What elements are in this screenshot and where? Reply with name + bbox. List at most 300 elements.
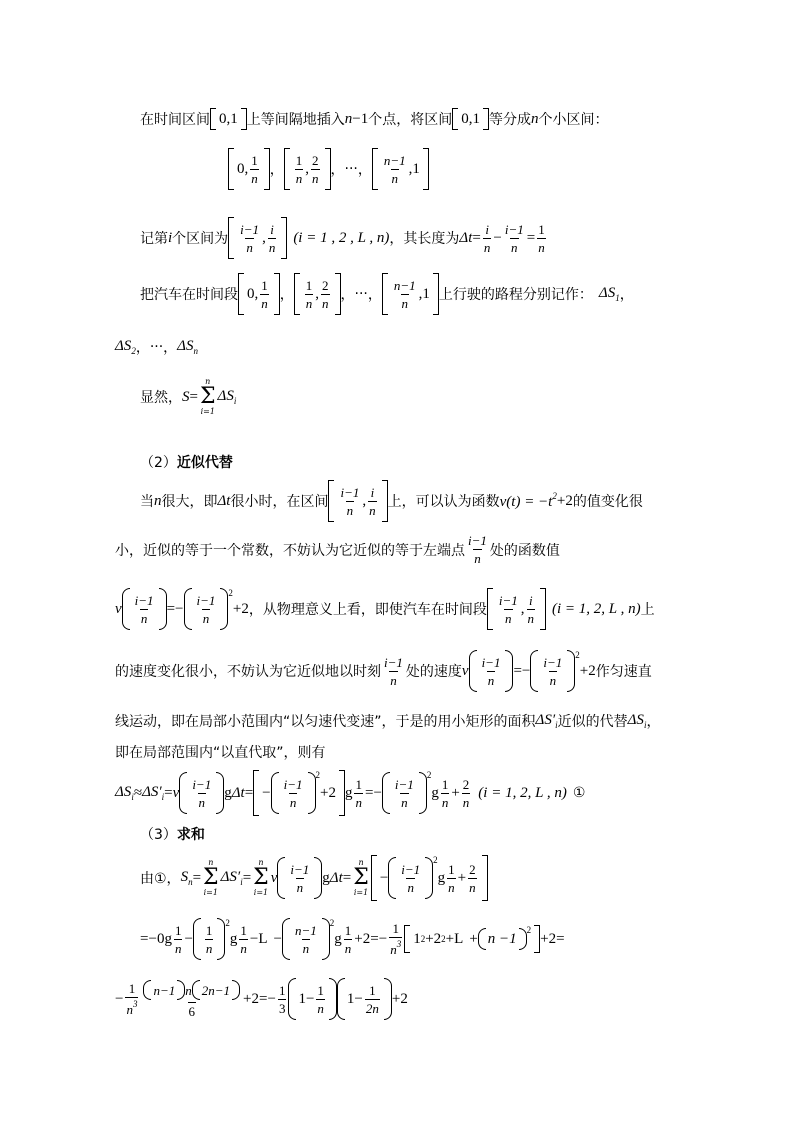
dS2 [115,338,136,356]
fraction [447,863,456,894]
text: 等分成 [488,112,531,128]
denominator: n [527,610,534,626]
equation-1 [115,770,585,816]
op: + [425,930,434,947]
comma: , [315,285,319,302]
final-line [115,978,408,1020]
numerator: 2 [462,776,470,792]
denominator: n [317,1000,324,1016]
fraction [294,924,318,955]
line-7 [140,480,643,522]
denominator: n [505,610,512,626]
expr: n −1 [487,930,517,947]
op: = [140,930,149,947]
fraction [268,223,277,254]
text: 即在局部范围内“以直代取”，则有 [115,745,326,761]
function [500,491,557,511]
sub: i [233,396,237,406]
g: g [334,930,342,947]
section-title: 近似代替 [176,455,233,471]
n: n [185,982,192,998]
op: + [556,492,566,509]
numerator: 1 [355,776,362,792]
op: + [579,662,589,679]
delta-t: Δt [459,229,473,246]
numerator: 1 [344,922,352,938]
op: + [457,869,467,886]
denominator: n [441,794,449,810]
op: − [175,600,184,617]
dS: ΔS [115,784,132,800]
paren [271,772,316,814]
numerator: i−1 [192,776,212,792]
dS: ΔS [115,338,132,354]
bracket [371,855,488,901]
fraction [125,982,138,1016]
sep: ， [330,162,345,178]
text: ，从物理意义上看，即使汽车在时间段 [248,602,487,618]
vt: v(t) = −t [499,494,553,510]
line-6 [140,378,236,416]
fraction [483,223,492,254]
num: 0 [156,930,165,947]
numerator: 1 [174,922,182,938]
paren [193,918,226,960]
interval [328,480,387,522]
dSpi [142,784,164,802]
fraction [191,778,212,809]
comma: , [362,492,367,509]
dS1 [599,285,620,303]
fraction [260,279,269,310]
numerator: 1 [128,981,136,996]
num: 1 [298,990,306,1007]
dSi [628,712,647,730]
fraction [504,223,525,254]
sum-top: n [358,858,364,867]
line-9 [115,588,655,630]
dS: ΔS [627,712,644,728]
comma: , [226,110,231,127]
var-n: n [344,110,353,127]
op: = [513,662,522,679]
section-num: （3） [140,827,177,843]
numerator: 1 [295,152,303,168]
interval-0-1 [452,108,489,130]
fraction [389,922,402,956]
sum-bot: i=1 [203,888,218,897]
text: 处的速度 [405,664,462,680]
denominator: n [344,940,352,956]
denominator: n [549,672,557,688]
text: 个小区间： [538,112,609,128]
section-2-heading [140,452,233,472]
sup: 2 [420,934,426,944]
section-3-heading [140,824,205,844]
fraction [339,486,360,517]
sub: n [193,346,198,356]
numerator: i−1 [290,861,310,877]
sup: 2 [433,855,438,865]
line-5 [115,337,198,357]
denominator: n [401,794,408,810]
op: − [354,990,363,1007]
numerator: i−1 [340,484,360,500]
num: 1 [346,990,355,1007]
sum-bot: i=1 [253,888,269,897]
expr: n−1 [153,982,176,998]
denominator: n [390,672,397,688]
op: − [148,930,157,947]
sep: ， [269,162,284,178]
v: v [115,600,122,617]
interval [228,148,270,190]
num: 1 [412,160,420,177]
op: = [259,990,268,1007]
sub: 2 [131,346,136,356]
var-n: n [530,110,539,127]
num: 0 [237,160,245,177]
op: − [378,930,388,947]
op: + [243,990,252,1007]
op: = [242,869,252,886]
paren [388,857,433,899]
denominator: n [296,879,304,895]
denominator: n [346,502,354,518]
text: ，其长度为 [389,231,460,247]
sub: i [555,720,558,730]
fraction [467,534,488,565]
fraction [278,984,287,1015]
bracket [253,770,345,816]
L: L [258,930,268,947]
denominator: n [246,239,253,255]
denominator: n [462,794,470,810]
fraction [542,656,563,687]
denominator: n [511,239,518,255]
paren [184,588,229,630]
paren [179,772,224,814]
op: = [526,229,536,246]
fraction [527,594,536,625]
text: 的值变化很 [572,494,643,510]
text: 由①， [140,871,181,887]
denominator: n [391,170,398,186]
comma: , [418,285,423,302]
numerator: 1 [441,776,449,792]
sup: 2 [526,925,532,935]
denominator: n [261,295,268,311]
op: − [249,930,259,947]
op: = [556,930,565,947]
text: 上，可以认为函数 [387,494,500,510]
sum: n Σ i=1 [253,858,269,897]
comma: , [262,229,266,246]
numerator: i−1 [498,592,518,608]
dS: ΔS′ [535,712,556,728]
comma: , [468,110,473,127]
text: 显然， [140,390,182,406]
g: g [164,930,172,947]
denominator: n [474,551,481,566]
g: g [322,869,330,886]
sup: 3 [132,999,138,1009]
fraction [498,594,519,625]
L: L [454,930,464,947]
line-4 [140,273,634,315]
fraction [316,984,325,1015]
op: + [320,784,329,801]
sep: ， [340,287,355,303]
comma: , [520,600,525,617]
sub: i [240,877,243,887]
sum: n Σ i=1 [199,377,216,416]
denominator: 2n [365,1000,379,1016]
denominator: n [268,239,276,255]
sep: ， [357,162,372,178]
numerator: n−1 [383,152,406,168]
op: = [164,784,173,801]
paren [282,918,330,960]
num: 2 [400,990,408,1007]
numerator: 1 [305,277,313,293]
denominator: n [448,879,455,895]
numerator: i [528,592,533,608]
num: 0 [219,110,227,127]
paren [337,978,392,1020]
sub: n [188,877,193,887]
numerator: i−1 [394,776,414,792]
denominator: n [407,879,414,895]
sum-line [140,855,488,901]
ellipsis: ··· [344,161,358,177]
paren [192,980,240,1000]
dS: ΔS [217,388,234,404]
v: v [461,662,469,679]
sep: ， [135,340,150,356]
sub: i [161,792,165,802]
op: − [262,784,271,801]
num: 1 [360,110,369,127]
bracket [404,925,540,953]
expansion-line [140,918,565,960]
op: + [232,600,242,617]
op: − [493,229,502,246]
dSi [115,784,134,802]
denominator: 3 [278,1000,286,1016]
op: − [267,990,276,1007]
denominator: n [538,239,545,255]
g: g [431,784,439,801]
paren [382,772,427,814]
delta-t: Δt [329,869,343,886]
v: v [172,784,180,801]
interval [294,273,341,315]
var-i: i [168,229,173,246]
fraction [283,778,304,809]
denominator: n [355,794,362,810]
denominator: n [401,295,408,311]
text: 记第 [140,231,168,247]
fraction [400,863,421,894]
fraction [289,863,310,894]
text: 个区间为 [172,231,229,247]
numerator: i−1 [384,654,403,670]
denominator: n [305,295,313,311]
line-10 [115,650,652,692]
op: + [354,930,363,947]
fraction [383,154,407,185]
sum: n Σ i=1 [203,858,219,897]
numerator: i [270,221,274,237]
op: + [540,930,549,947]
op: = [192,869,202,886]
numerator: i−1 [543,654,563,670]
interval [487,588,546,630]
line-11 [115,711,660,731]
denominator [125,997,138,1016]
paren [478,928,527,950]
numerator: i [370,484,375,500]
num: 1 [413,930,421,947]
delta-t: Δt [231,784,245,801]
numerator: 1 [251,152,258,168]
numerator: n−1 [393,277,416,293]
denominator: n [469,879,476,895]
denominator: 6 [188,1004,195,1019]
numerator: 1 [448,861,455,877]
op: + [469,930,478,947]
op: − [115,990,124,1007]
line-12 [115,742,326,762]
op: + [451,784,460,801]
dSn [177,338,198,356]
paren [530,650,575,692]
op: = [364,784,374,801]
text: 作匀速直 [595,664,652,680]
text: 线运动，即在局部小范围内“以匀速代变速”，于是的用小矩形的面积 [115,714,536,730]
sep: ， [367,287,382,303]
num: 2 [241,600,249,617]
sum-top: n [205,377,211,386]
sep: ， [646,714,661,730]
range: (i = 1, 2, L , n) [478,784,567,801]
delta-t: Δt [217,492,231,509]
text: 上 [640,602,655,618]
interval [238,273,280,315]
op: − [521,662,531,679]
numerator: i−1 [283,776,303,792]
denominator: n [202,610,210,626]
numerator: 2 [322,277,329,293]
sep: ， [163,340,178,356]
text: 上行驶的路程分别记作： [438,287,593,303]
op: − [273,930,283,947]
sub: i [643,720,647,730]
equation-marker: ① [572,785,586,801]
sep: ， [619,287,634,303]
fraction [393,279,417,310]
sup: 2 [441,934,446,944]
fraction [305,279,314,310]
dS: ΔS′ [220,869,241,885]
numerator: i−1 [481,654,501,670]
v: v [270,869,278,886]
denominator: n [174,940,182,956]
Sn [181,869,193,887]
num: 1 [230,110,238,127]
op: + [391,990,401,1007]
g: g [437,869,446,886]
op: + [445,930,455,947]
num: 2 [251,990,259,1007]
fraction [250,154,259,185]
num: 2 [565,492,573,509]
denominator: n [251,170,258,186]
op: = [472,229,481,246]
op: = [189,388,198,405]
denominator: n [198,794,205,810]
fraction [311,154,320,185]
sup: 2 [315,770,321,780]
denominator: n [240,940,247,956]
text: 很大，即 [161,494,218,510]
num: 2 [328,784,336,801]
denominator: n [140,610,148,626]
paren [143,980,185,1000]
dS: ΔS [598,285,616,301]
line-1 [140,108,608,130]
range: (i = 1 , 2 , L , n) [293,229,390,246]
range: (i = 1, 2, L , n) [552,600,641,617]
numerator [142,980,241,1002]
fraction [354,778,363,809]
fraction [383,656,404,687]
sum-bot: i=1 [353,888,369,897]
sum-top: n [208,858,214,867]
op: = [244,784,254,801]
section-num: （2） [140,455,177,471]
n: n [126,1002,133,1017]
denominator [389,937,402,956]
sep: ， [279,287,294,303]
interval [228,217,287,259]
numerator: i−1 [240,221,260,237]
text: 个点，将区间 [368,112,453,128]
numerator: n−1 [295,922,317,938]
denominator: n [487,672,495,688]
op: ≈ [133,784,143,801]
fraction [239,924,248,955]
op: − [373,784,382,801]
sub: i [131,792,134,802]
numerator: 1 [261,277,268,293]
intervals-line [228,148,429,190]
num: 1 [422,285,430,302]
denominator: n [483,239,491,255]
fraction [441,778,450,809]
fraction [468,863,477,894]
numerator: i−1 [134,592,154,608]
numerator: 1 [205,922,213,938]
text: 在时间区间 [140,112,210,128]
sum-bot: i=1 [200,407,215,416]
op: = [342,869,352,886]
dSpi [221,869,243,887]
section-title: 求和 [176,827,205,843]
g: g [229,930,238,947]
fraction [462,778,471,809]
